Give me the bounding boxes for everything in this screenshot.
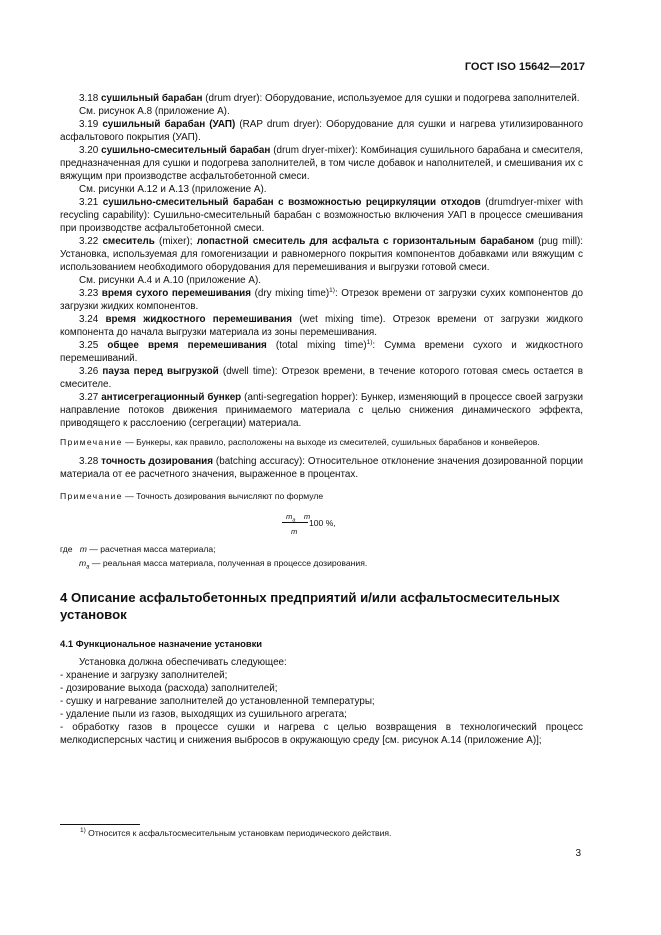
definition-number: 3.18: [79, 93, 99, 104]
definition-text: (total mixing time): [266, 340, 367, 351]
definition-text: (dwell time): Отрезок времени, в течение которого готовая смесь остается в смесителе.: [60, 366, 583, 390]
batching-formula: [60, 504, 583, 542]
definition-number: 3.22: [79, 236, 99, 247]
footnote-ref: 1): [329, 287, 335, 294]
where-line-2: $m_a$ — реальная масса материала, полученная в процессе дозирования.: [79, 558, 368, 571]
term: время сухого перемешивания: [101, 288, 252, 299]
note-label: Примечание: [60, 491, 123, 501]
list-item: - хранение и загрузку заполнителей;: [60, 669, 228, 681]
list-item: - удаление пыли из газов, выходящих из сушильного агрегата;: [60, 708, 347, 720]
note-text: Точность дозирования вычисляют по формуле: [136, 491, 324, 501]
definition-3-28: 3.28 точность дозирования (batching accuracy): Относительное отклонение значения дозированной порции материала от ее расчетного значения, выраженное в процентах.: [60, 456, 583, 480]
definition-paragraph: [60, 391, 583, 430]
where-line-1: где m — расчетная масса материала;: [60, 544, 216, 554]
term: антисегрегационный бункер: [101, 392, 242, 403]
definition-paragraph: [60, 92, 583, 105]
formula-numerator: $m_a$ m: [286, 512, 311, 524]
note-label: Примечание: [60, 437, 123, 447]
footnote-ref: 1): [366, 339, 373, 346]
note-hoppers: Примечание — Бункеры, как правило, расположены на выходе из смесителей, сушильных барабанов и конвейеров.: [60, 437, 540, 447]
definition-paragraph: [60, 339, 583, 365]
page-number: 3: [575, 848, 581, 859]
definition-number: 3.27: [79, 392, 99, 403]
definition-text: См. рисунки А.4 и А.10 (приложение А).: [79, 275, 262, 286]
term: время жидкостного перемешивания: [105, 314, 292, 325]
definition-text: (pug mill): Установка, используемая для гомогенизации и равномерного покрытия компонентов добавками или вяжущим с использованием необходимого оборудования для перемешивания и выгрузки готовой смеси.: [60, 236, 583, 273]
definition-number: 3.23: [79, 288, 99, 299]
definition-text: См. рисунки А.12 и А.13 (приложение А).: [79, 184, 267, 195]
term: сушильно-смесительный барабан с возможностью рециркуляции отходов: [102, 197, 481, 208]
formula-percent: 100 %,: [309, 518, 336, 528]
term: сушильно-смесительный барабан: [101, 145, 271, 156]
definition-number: 3.26: [79, 366, 99, 377]
definition-paragraph: [60, 196, 583, 235]
fraction-line: [282, 522, 308, 523]
term: лопастной смеситель для асфальта с горизонтальным барабаном: [196, 236, 534, 247]
footnote-separator: [60, 824, 140, 825]
definition-paragraph: [60, 105, 583, 118]
definition-paragraph: [60, 313, 583, 339]
definition-text: (drumdryer-mixer with recycling capability): Сушильно-смесительный барабан с возможностью включения УАП в процессе смешивания при производстве асфальтобетонной смеси.: [60, 197, 583, 234]
definition-paragraph: [60, 274, 583, 287]
definition-text: (RAP drum dryer): Оборудование для сушки и нагрева утилизированного асфальтового покрытия (УАП).: [60, 119, 583, 143]
definition-number: 3.25: [79, 340, 99, 351]
definitions-list: [60, 92, 583, 430]
definition-number: 3.24: [79, 314, 99, 325]
term: точность дозирования: [101, 456, 213, 467]
section-4-heading: 4 Описание асфальтобетонных предприятий и/или асфальтосмесительных установок: [60, 589, 560, 622]
term: пауза перед выгрузкой: [102, 366, 219, 377]
term: смеситель: [102, 236, 155, 247]
definition-paragraph: [60, 183, 583, 196]
definition-paragraph: [60, 287, 583, 313]
note-formula: Примечание — Точность дозирования вычисляют по формуле: [60, 491, 324, 501]
definition-text: См. рисунок А.8 (приложение А).: [79, 106, 230, 117]
definition-text: (anti-segregation hopper): Бункер, изменяющий в процессе своей загрузки направление потоков движения принимаемого материала с целью снижения динамического эффекта, приводящего к расслоению (сегрегации) материала.: [60, 392, 583, 429]
definition-text: (dry mixing time): [251, 288, 330, 299]
definition-number: 3.21: [79, 197, 99, 208]
definition-text: (wet mixing time). Отрезок времени от загрузки жидкого компонента до начала выгрузки материала из зоны перемешивания.: [60, 314, 584, 338]
formula-denominator: m: [291, 527, 298, 536]
list-intro: Установка должна обеспечивать следующее:: [79, 656, 287, 668]
term: общее время перемешивания: [107, 340, 267, 351]
term: сушильный барабан: [100, 93, 203, 104]
definition-text: (drum dryer-mixer): Комбинация сушильного барабана и смесителя, предназначенная для сушки и подогрева заполнителей, в том числе добавок и наполнителей, и смешивания их с вяжущим при производстве асфальтобетонной смеси.: [60, 145, 583, 182]
list-item: - дозирование выхода (расхода) заполнителей;: [60, 682, 278, 694]
section-4-1-heading: 4.1 Функциональное назначение установки: [60, 637, 263, 649]
note-text: Бункеры, как правило, расположены на выходе из смесителей, сушильных барабанов и конвейеров.: [136, 437, 540, 447]
definition-text: (drum dryer): Оборудование, используемое для сушки и подогрева заполнителей.: [202, 93, 580, 104]
term: сушильный барабан (УАП): [102, 119, 236, 130]
definition-paragraph: [60, 144, 583, 183]
footnote: $^{1)}$ Относится к асфальтосмесительным установкам периодического действия.: [80, 827, 392, 838]
definition-paragraph: [60, 365, 583, 391]
list-item: - обработку газов в процессе сушки и нагрева с целью возвращения в технологический процесс мелкодисперсных частиц и снижения выбросов в окружающую среду [см. рисунок А.14 (приложение А)];: [60, 721, 583, 746]
definition-number: 3.19: [79, 119, 99, 130]
definition-text: : Отрезок времени от загрузки сухих компонентов до загрузки жидких компонентов.: [60, 288, 583, 312]
definition-text: : Сумма времени сухого и жидкостного перемешиваний.: [60, 340, 583, 364]
definition-text: (mixer);: [154, 236, 197, 247]
list-item: - сушку и нагревание заполнителей до установленной температуры;: [60, 695, 375, 707]
definition-number: 3.20: [79, 145, 99, 156]
definition-paragraph: [60, 118, 583, 144]
requirements-list: [60, 656, 583, 747]
definition-paragraph: [60, 235, 583, 274]
standard-header: ГОСТ ISO 15642—2017: [464, 61, 585, 73]
document-body: [60, 92, 583, 747]
